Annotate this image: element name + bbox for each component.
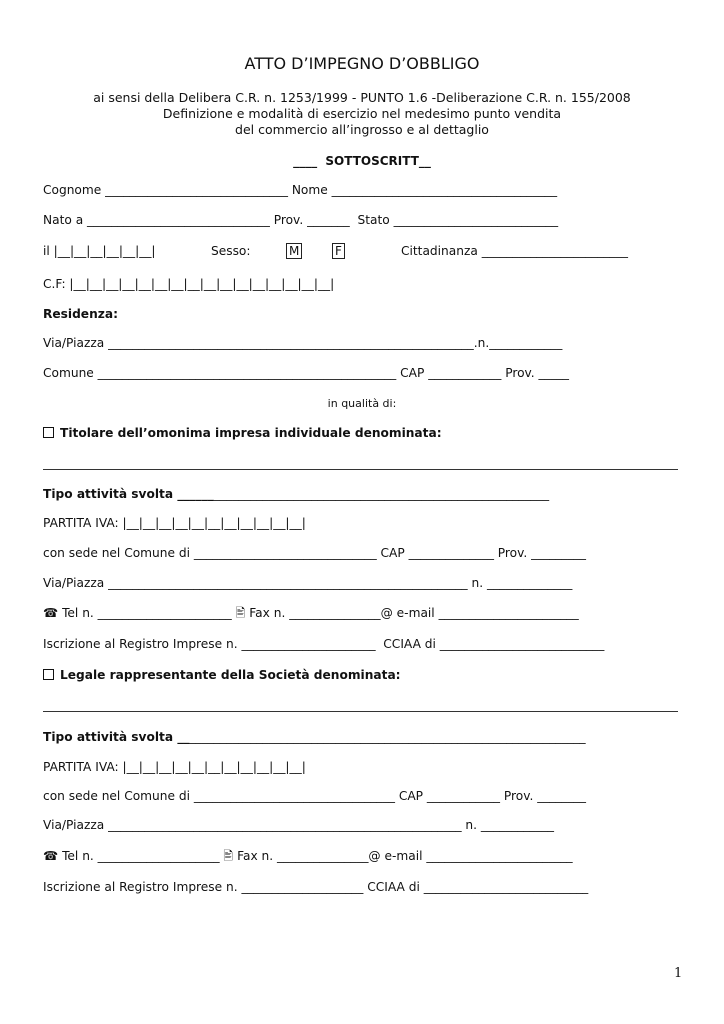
signatory-heading: ____ SOTTOSCRITT__ bbox=[293, 154, 431, 168]
residenza-via-field[interactable]: Via/Piazza ____________________________________________________________.n.____________ bbox=[43, 336, 563, 350]
sex-f-checkbox[interactable]: F bbox=[332, 243, 345, 259]
titolare-fax-email-field[interactable]: Fax n. _______________@ e-mail _______________________ bbox=[249, 606, 579, 620]
subtitle-line-3: del commercio all’ingrosso e al dettaglio bbox=[235, 122, 489, 137]
cittadinanza-field[interactable]: Cittadinanza ________________________ bbox=[401, 244, 628, 258]
fax-icon: 🖹 bbox=[235, 606, 250, 620]
titolare-tipo-label: Tipo attività svolta ______ bbox=[43, 487, 214, 501]
legale-partita-iva-field[interactable]: PARTITA IVA: |__|__|__|__|__|__|__|__|__|__|__| bbox=[43, 760, 306, 774]
subtitle-line-1: ai sensi della Delibera C.R. n. 1253/1999 - PUNTO 1.6 -Deliberazione C.R. n. 155/2008 bbox=[93, 90, 631, 105]
sex-m-checkbox[interactable]: M bbox=[286, 243, 302, 259]
titolare-sede-field[interactable]: con sede nel Comune di ______________________________ CAP ______________ Prov. _________ bbox=[43, 546, 586, 560]
document-title: ATTO D’IMPEGNO D’OBBLIGO bbox=[244, 54, 480, 73]
phone-icon: ☎ bbox=[43, 606, 63, 620]
legale-tel-field[interactable]: Tel n. ____________________ bbox=[62, 849, 220, 863]
legale-fax-email-field[interactable]: Fax n. _______________@ e-mail ________________________ bbox=[237, 849, 573, 863]
titolare-registro-field[interactable]: Iscrizione al Registro Imprese n. ______________________ CCIAA di ___________________________ bbox=[43, 637, 605, 651]
legale-option[interactable] bbox=[43, 668, 401, 683]
legale-via-field[interactable]: Via/Piazza __________________________________________________________ n. ____________ bbox=[43, 818, 555, 832]
titolare-heading: Titolare dell’omonima impresa individuale denominata: bbox=[60, 426, 442, 440]
titolare-option[interactable] bbox=[43, 426, 442, 441]
page-number: 1 bbox=[674, 966, 683, 981]
subtitle-line-2: Definizione e modalità di esercizio nel medesimo punto vendita bbox=[162, 106, 562, 121]
cognome-nome-field[interactable]: Cognome ______________________________ Nome _____________________________________ bbox=[43, 183, 558, 197]
titolare-checkbox[interactable] bbox=[43, 427, 54, 438]
sex-label: Sesso: bbox=[211, 244, 251, 258]
legale-tipo-label: Tipo attività svolta __ bbox=[43, 730, 190, 744]
titolare-via-field[interactable]: Via/Piazza ___________________________________________________________ n. ______________ bbox=[43, 576, 573, 590]
legale-checkbox[interactable] bbox=[43, 669, 54, 680]
legale-tipo-attivita-field[interactable] bbox=[43, 730, 586, 745]
legale-heading: Legale rappresentante della Società denominata: bbox=[60, 668, 401, 682]
titolare-tel-field[interactable]: Tel n. ______________________ bbox=[62, 606, 232, 620]
legale-registro-field[interactable]: Iscrizione al Registro Imprese n. ____________________ CCIAA di ___________________________ bbox=[43, 880, 589, 894]
nascita-field[interactable]: Nato a ______________________________ Prov. _______ Stato ___________________________ bbox=[43, 213, 559, 227]
legale-sede-field[interactable]: con sede nel Comune di _________________________________ CAP ____________ Prov. ________ bbox=[43, 789, 586, 803]
legale-tipo-line: _________________________________________________________________ bbox=[189, 730, 586, 744]
titolare-tipo-attivita-field[interactable] bbox=[43, 487, 549, 502]
legale-contacts-row bbox=[43, 849, 573, 864]
titolare-contacts-row bbox=[43, 606, 579, 621]
titolare-denominazione-line[interactable] bbox=[43, 469, 678, 470]
residenza-heading: Residenza: bbox=[43, 307, 118, 321]
birth-date-field[interactable]: il |__|__|__|__|__|__| bbox=[43, 244, 156, 258]
titolare-tipo-line: _______________________________________________________ bbox=[213, 487, 550, 501]
legale-denominazione-line[interactable] bbox=[43, 711, 678, 712]
fax-icon: 🖹 bbox=[223, 849, 238, 863]
residenza-comune-field[interactable]: Comune _________________________________________________ CAP ____________ Prov. _____ bbox=[43, 366, 570, 380]
phone-icon: ☎ bbox=[43, 849, 63, 863]
qualita-label: in qualità di: bbox=[327, 397, 397, 410]
codice-fiscale-field[interactable]: C.F: |__|__|__|__|__|__|__|__|__|__|__|__|__|__|__|__| bbox=[43, 277, 335, 291]
titolare-partita-iva-field[interactable]: PARTITA IVA: |__|__|__|__|__|__|__|__|__|__|__| bbox=[43, 516, 306, 530]
